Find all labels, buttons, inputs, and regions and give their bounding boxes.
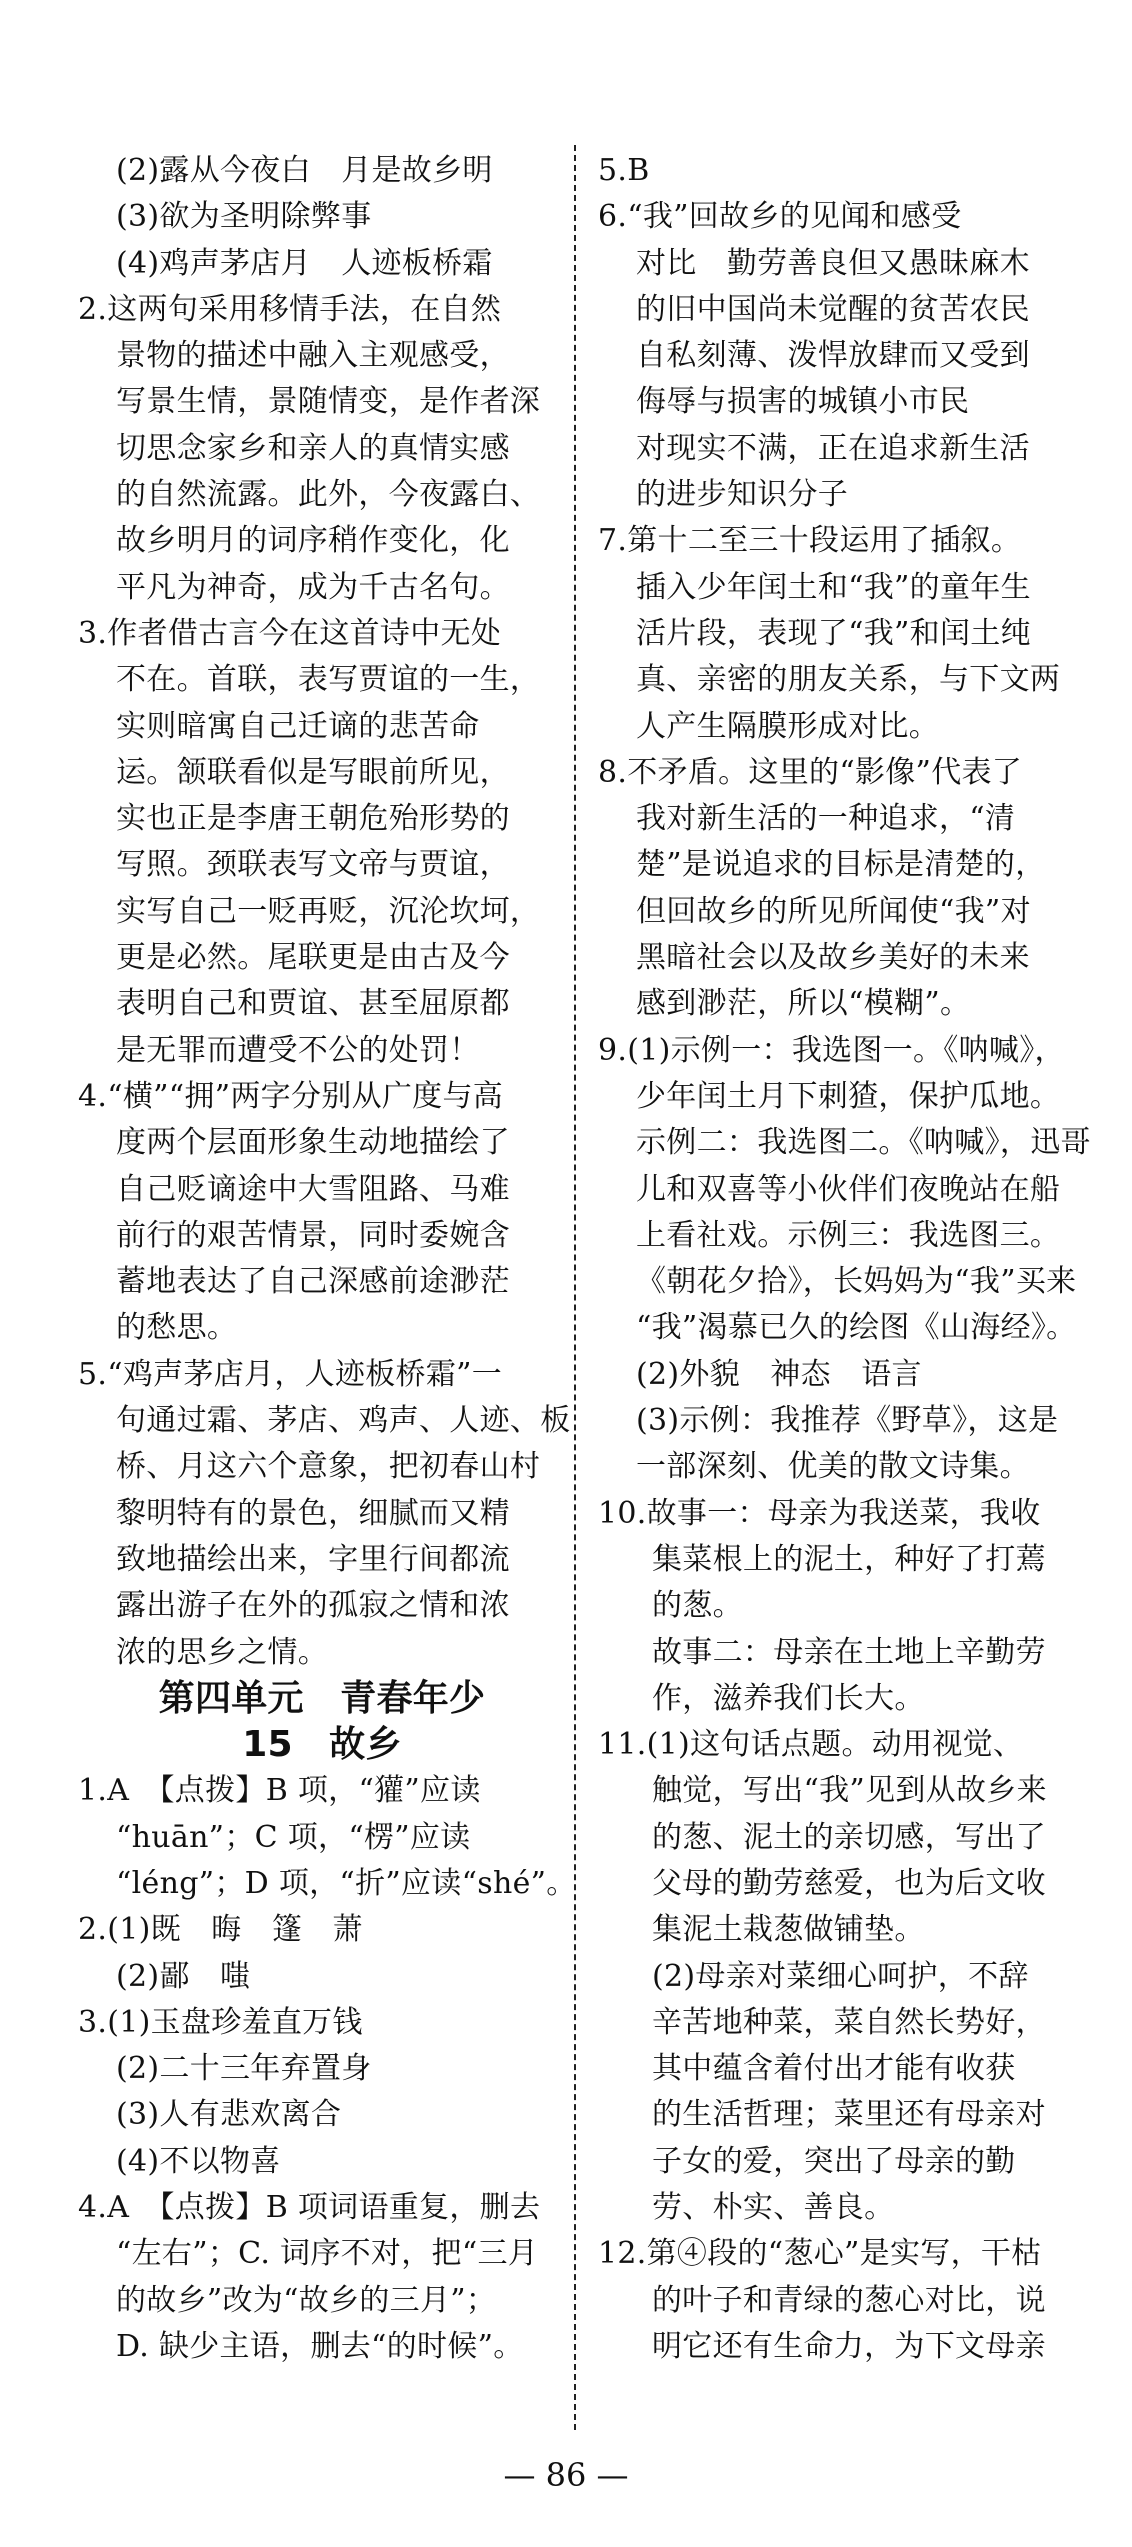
answer-line: 但回故乡的所见所闻使“我”对 xyxy=(636,893,1031,929)
answer-line: 其中蕴含着付出才能有收获 xyxy=(652,2051,1016,2087)
answer-line: 作，滋养我们长大。 xyxy=(652,1680,925,1716)
answer-line: 的故乡”改为“故乡的三月”； xyxy=(116,2282,497,2318)
answer-line: “我”渴慕已久的绘图《山海经》。 xyxy=(636,1310,1077,1346)
answer-line: 4.“横”“拥”两字分别从广度与高 xyxy=(78,1078,504,1114)
answer-line: 对现实不满，正在追求新生活 xyxy=(636,430,1030,466)
answer-line: 实也正是李唐王朝危殆形势的 xyxy=(116,801,510,837)
left-column xyxy=(78,148,577,2370)
section-heading: 第四单元 青春年少 xyxy=(158,1677,486,1719)
answer-line: 子女的爱，突出了母亲的勤 xyxy=(652,2143,1016,2179)
answer-line: 黎明特有的景色，细腻而又精 xyxy=(116,1495,510,1531)
answer-line: 2.这两句采用移情手法，在自然 xyxy=(78,291,502,327)
answer-line: 致地描绘出来，字里行间都流 xyxy=(116,1541,510,1577)
answer-line: 3.(1)玉盘珍羞直万钱 xyxy=(78,2004,363,2040)
answer-line: 的进步知识分子 xyxy=(636,477,849,513)
answer-line: 的生活哲理；菜里还有母亲对 xyxy=(652,2097,1046,2133)
answer-line: 浓的思乡之情。 xyxy=(116,1634,329,1670)
answer-line: 感到渺茫，所以“模糊”。 xyxy=(636,986,971,1022)
answer-line: 的葱。 xyxy=(652,1588,743,1624)
answer-line: 真、亲密的朋友关系，与下文两 xyxy=(636,662,1061,698)
answer-line: 集菜根上的泥土，种好了打蔫 xyxy=(652,1541,1046,1577)
answer-line: “léng”；D 项，“折”应读“shé”。 xyxy=(116,1865,577,1901)
answer-line: 明它还有生命力，为下文母亲 xyxy=(652,2328,1046,2364)
answer-line: 实则暗寓自己迁谪的悲苦命 xyxy=(116,708,480,744)
answer-line: 少年闰土月下刺猹，保护瓜地。 xyxy=(636,1078,1061,1114)
answer-line: 5.“鸡声茅店月，人迹板桥霜”一 xyxy=(78,1356,503,1392)
answer-line: (3)人有悲欢离合 xyxy=(116,2097,342,2133)
answer-line: (2)母亲对菜细心呵护，不辞 xyxy=(652,1958,1029,1994)
answer-line: (3)欲为圣明除弊事 xyxy=(116,199,372,235)
answer-line: 2.(1)既 晦 篷 萧 xyxy=(78,1912,363,1948)
answer-line: 露出游子在外的孤寂之情和浓 xyxy=(116,1588,510,1624)
right-column xyxy=(598,148,1108,2370)
answer-line: 故乡明月的词序稍作变化，化 xyxy=(116,523,510,559)
section-heading: 15 故乡 xyxy=(242,1724,402,1766)
answer-line: 表明自己和贾谊、甚至屈原都 xyxy=(116,986,510,1022)
answer-line: 的旧中国尚未觉醒的贫苦农民 xyxy=(636,291,1030,327)
answer-line: 插入少年闰土和“我”的童年生 xyxy=(636,569,1031,605)
column-divider xyxy=(574,145,576,2430)
answer-line: 活片段，表现了“我”和闰土纯 xyxy=(636,615,1031,651)
answer-line: 5.B xyxy=(598,153,650,188)
answer-line: 蓄地表达了自己深感前途渺茫 xyxy=(116,1264,510,1300)
answer-line: 11.(1)这句话点题。动用视觉、 xyxy=(598,1727,1024,1763)
answer-line: 切思念家乡和亲人的真情实感 xyxy=(116,430,510,466)
answer-line: 黑暗社会以及故乡美好的未来 xyxy=(636,940,1030,976)
answer-line: 父母的勤劳慈爱，也为后文收 xyxy=(652,1865,1046,1901)
answer-line: 句通过霜、茅店、鸡声、人迹、板 xyxy=(116,1403,571,1439)
answer-line: 运。颔联看似是写眼前所见， xyxy=(116,754,510,790)
answer-line: 8.不矛盾。这里的“影像”代表了 xyxy=(598,754,1023,790)
answer-line: 的叶子和青绿的葱心对比，说 xyxy=(652,2282,1046,2318)
answer-line: 写景生情，景随情变，是作者深 xyxy=(116,384,541,420)
page-number: — 86 — xyxy=(503,2456,629,2494)
answer-line: 4.A 【点拨】B 项词语重复，删去 xyxy=(78,2190,541,2226)
answer-line: 人产生隔膜形成对比。 xyxy=(636,708,939,744)
answer-line: 儿和双喜等小伙伴们夜晚站在船 xyxy=(636,1171,1061,1207)
answer-line: (4)不以物喜 xyxy=(116,2143,281,2179)
answer-line: 12.第④段的“葱心”是实写，干枯 xyxy=(598,2236,1042,2272)
answer-line: 10.故事一：母亲为我送菜，我收 xyxy=(598,1495,1041,1531)
answer-line: 示例二：我选图二。《呐喊》，迅哥 xyxy=(636,1125,1091,1161)
answer-line: 的愁思。 xyxy=(116,1310,238,1346)
answer-line: 平凡为神奇，成为千古名句。 xyxy=(116,569,510,605)
answer-line: 《朝花夕拾》，长妈妈为“我”买来 xyxy=(636,1264,1077,1300)
answer-line: 是无罪而遭受不公的处罚！ xyxy=(116,1032,480,1068)
answer-line: 3.作者借古言今在这首诗中无处 xyxy=(78,615,502,651)
answer-line: “huān”；C 项，“楞”应读 xyxy=(116,1819,471,1855)
answer-line: 上看社戏。示例三：我选图三。 xyxy=(636,1217,1061,1253)
answer-line: 前行的艰苦情景，同时委婉含 xyxy=(116,1217,510,1253)
answer-line: 不在。首联，表写贾谊的一生， xyxy=(116,662,541,698)
answer-line: 故事二：母亲在土地上辛勤劳 xyxy=(652,1634,1046,1670)
answer-line: 楚”是说追求的目标是清楚的， xyxy=(636,847,1046,883)
answer-line: 6.“我”回故乡的见闻和感受 xyxy=(598,199,962,235)
answer-line: 写照。颈联表写文帝与贾谊， xyxy=(116,847,510,883)
answer-line: 7.第十二至三十段运用了插叙。 xyxy=(598,523,1022,559)
answer-line: 自私刻薄、泼悍放肆而又受到 xyxy=(636,338,1030,374)
answer-line: 9.(1)示例一：我选图一。《呐喊》， xyxy=(598,1032,1065,1068)
answer-line: (2)二十三年弃置身 xyxy=(116,2051,372,2087)
answer-line: 一部深刻、优美的散文诗集。 xyxy=(636,1449,1030,1485)
answer-line: 的自然流露。此外，今夜露白、 xyxy=(116,477,541,513)
answer-line: (3)示例：我推荐《野草》，这是 xyxy=(636,1403,1059,1439)
answer-line: 度两个层面形象生动地描绘了 xyxy=(116,1125,510,1161)
answer-line: 实写自己一贬再贬，沉沦坎坷， xyxy=(116,893,541,929)
answer-line: (2)鄙 嗤 xyxy=(116,1958,251,1994)
answer-line: 的葱、泥土的亲切感，写出了 xyxy=(652,1819,1046,1855)
answer-line: 侮辱与损害的城镇小市民 xyxy=(636,384,970,420)
answer-line: 更是必然。尾联更是由古及今 xyxy=(116,940,510,976)
answer-line: (2)露从今夜白 月是故乡明 xyxy=(116,153,493,188)
answer-line: 集泥土栽葱做铺垫。 xyxy=(652,1912,925,1948)
answer-line: (2)外貌 神态 语言 xyxy=(636,1356,922,1392)
answer-line: (4)鸡声茅店月 人迹板桥霜 xyxy=(116,245,493,281)
answer-line: 触觉，写出“我”见到从故乡来 xyxy=(652,1773,1047,1809)
answer-line: 辛苦地种菜，菜自然长势好， xyxy=(652,2004,1046,2040)
answer-line: 1.A 【点拨】B 项，“獾”应读 xyxy=(78,1773,481,1809)
answer-line: 我对新生活的一种追求，“清 xyxy=(636,801,1016,837)
answer-line: D. 缺少主语，删去“的时候”。 xyxy=(116,2328,524,2364)
answer-line: 桥、月这六个意象，把初春山村 xyxy=(116,1449,541,1485)
answer-line: “左右”；C. 词序不对，把“三月 xyxy=(116,2236,539,2272)
answer-line: 对比 勤劳善良但又愚昧麻木 xyxy=(636,245,1030,281)
answer-line: 劳、朴实、善良。 xyxy=(652,2190,895,2226)
answer-line: 景物的描述中融入主观感受， xyxy=(116,338,510,374)
answer-line: 自己贬谪途中大雪阻路、马难 xyxy=(116,1171,510,1207)
